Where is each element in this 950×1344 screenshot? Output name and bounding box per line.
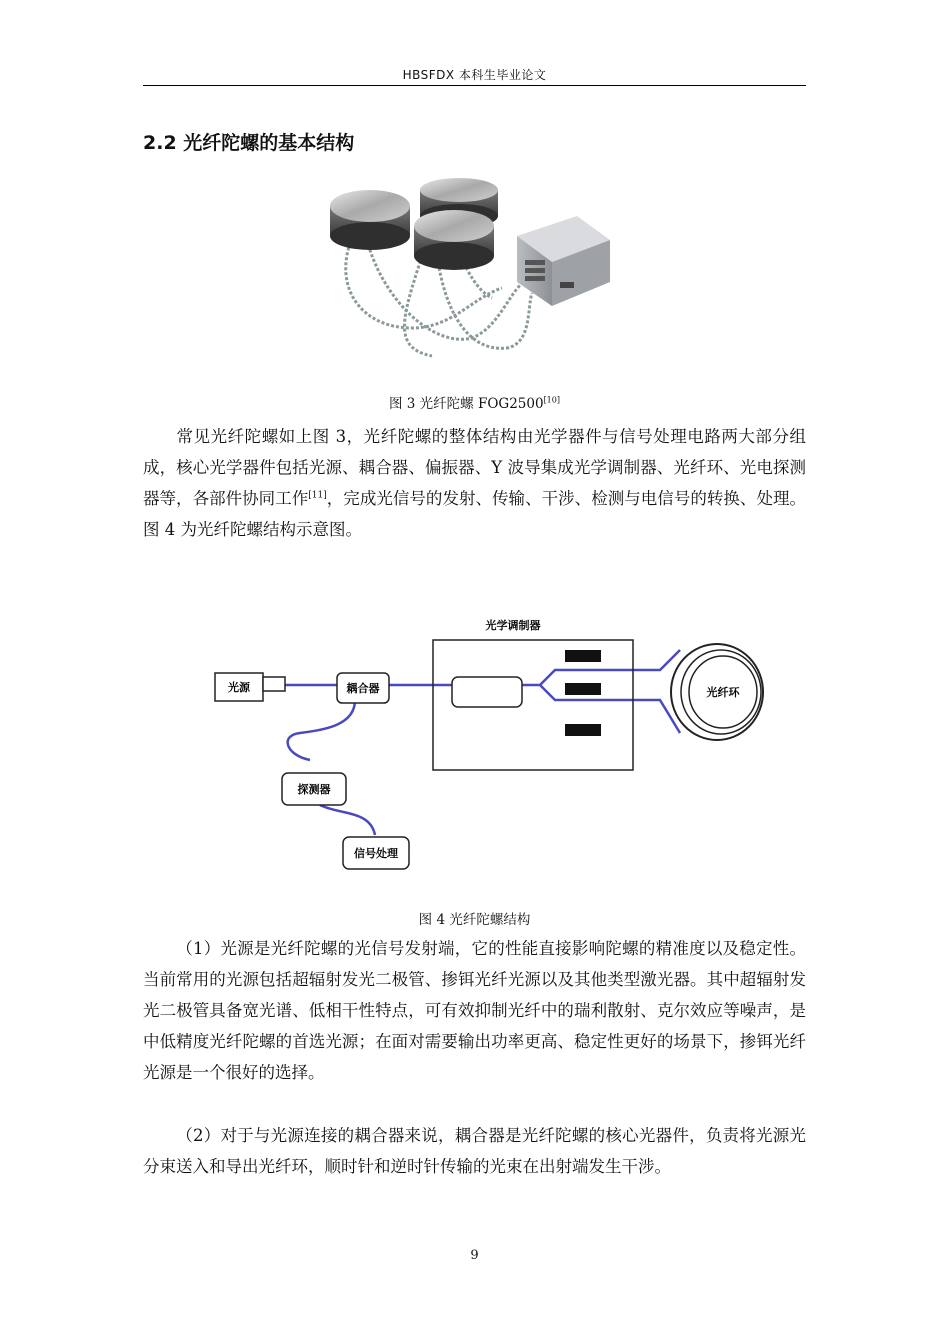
figure3-citation: [10] (543, 395, 560, 405)
fog-structure-diagram (205, 605, 795, 885)
paragraph-intro-part2: ，完成光信号的发射、传输、干涉、检测与电信号的转换、处理。图 4 为光纤陀螺结构示意图。 (143, 489, 807, 539)
fog2500-photo (322, 178, 622, 363)
figure3-caption (143, 392, 806, 412)
figure3-caption-text: 图 3 光纤陀螺 FOG2500 (389, 396, 544, 412)
header-rule (143, 85, 806, 86)
electrode-middle (565, 683, 601, 695)
label-light-source: 光源 (228, 681, 250, 694)
label-coupler: 耦合器 (346, 682, 380, 695)
label-detector: 探测器 (297, 783, 331, 796)
light-source-port (263, 677, 285, 691)
paragraph-coupler-text: （2）对于与光源连接的耦合器来说，耦合器是光纤陀螺的核心光器件，负责将光源光分束送入和导出光纤环，顺时针和逆时针传输的光束在出射端发生干涉。 (143, 1126, 806, 1176)
paragraph-light-source (143, 933, 806, 1088)
electrode-bottom (565, 724, 601, 736)
label-signal-processing: 信号处理 (354, 847, 398, 860)
label-fiber-coil: 光纤环 (706, 686, 740, 699)
y-waveguide (452, 677, 522, 707)
paragraph-intro-part1: 常见光纤陀螺如上图 3，光纤陀螺的整体结构由光学器件与信号处理电路两大部分组成，核心光学器件包括光源、耦合器、偏振器、Y 波导集成光学调制器、光纤环、光电探测器等，各部件协同工作 (143, 427, 806, 508)
label-modulator: 光学调制器 (485, 619, 541, 632)
paragraph-light-source-text: （1）光源是光纤陀螺的光信号发射端，它的性能直接影响陀螺的精准度以及稳定性。当前常用的光源包括超辐射发光二极管、掺铒光纤光源以及其他类型激光器。其中超辐射发光二极管具备宽光谱、低相干性特点，可有效抑制光纤中的瑞利散射、克尔效应等噪声，是中低精度光纤陀螺的首选光源；在面对需要输出功率更高、稳定性更好的场景下，掺铒光纤光源是一个很好的选择。 (143, 939, 806, 1082)
page-number: 9 (470, 1248, 479, 1263)
paragraph-coupler (143, 1120, 806, 1182)
electrode-top (565, 650, 601, 662)
figure4-caption: 图 4 光纤陀螺结构 (418, 912, 531, 928)
section-heading: 2.2 光纤陀螺的基本结构 (143, 132, 355, 154)
paragraph-intro (143, 421, 806, 545)
citation-11: [11] (308, 490, 327, 501)
running-header: HBSFDX 本科生毕业论文 (402, 68, 547, 82)
